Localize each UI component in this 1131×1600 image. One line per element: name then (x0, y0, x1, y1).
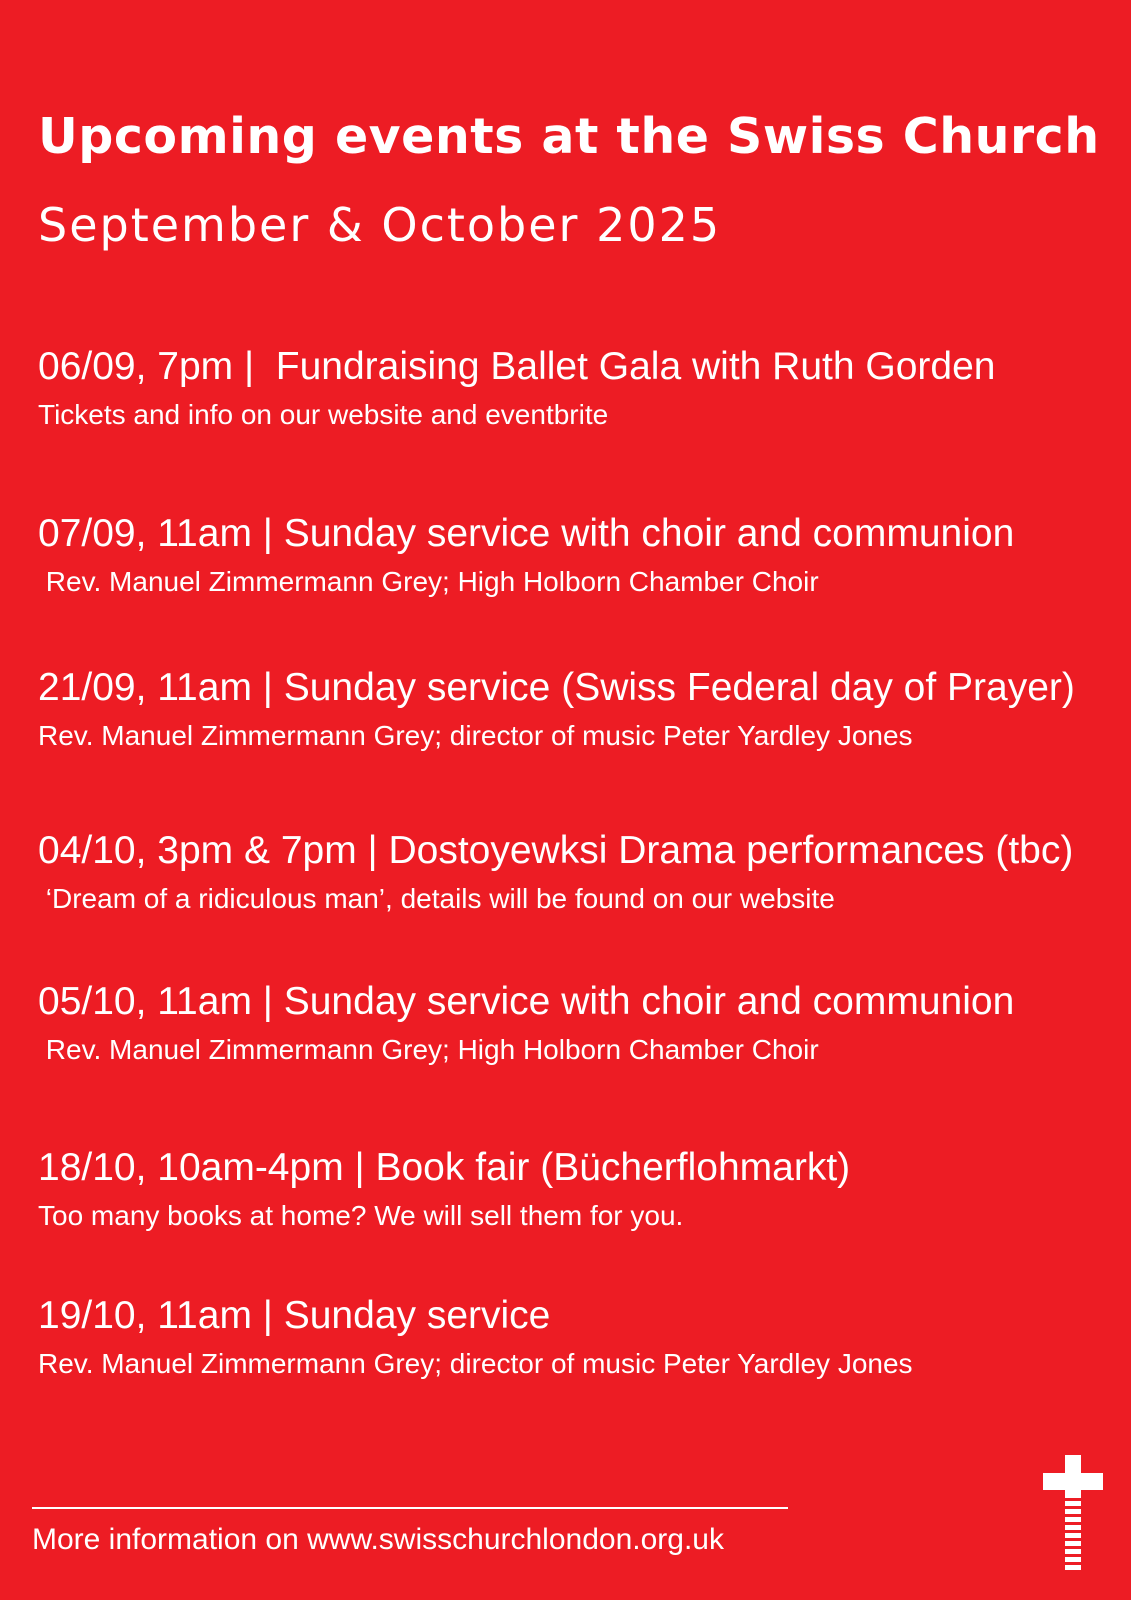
event-detail: Rev. Manuel Zimmermann Grey; director of music Peter Yardley Jones (38, 720, 913, 751)
page-title: Upcoming events at the Swiss Church (38, 108, 1100, 165)
event-item (38, 980, 1014, 1067)
event-item (38, 1146, 850, 1233)
page-subtitle: September & October 2025 (38, 198, 722, 252)
event-detail: Rev. Manuel Zimmermann Grey; High Holborn Chamber Choir (38, 1034, 819, 1065)
event-detail: Rev. Manuel Zimmermann Grey; director of music Peter Yardley Jones (38, 1348, 913, 1379)
footer-info: More information on www.swisschurchlondon.org.uk (32, 1523, 724, 1556)
event-item (38, 1294, 913, 1381)
swiss-church-cross-logo-icon (1043, 1455, 1103, 1573)
event-item (38, 512, 1014, 599)
event-detail: Rev. Manuel Zimmermann Grey; High Holborn Chamber Choir (38, 566, 819, 597)
event-detail: ‘Dream of a ridiculous man’, details will be found on our website (38, 883, 835, 914)
event-title: 18/10, 10am-4pm | Book fair (Bücherflohmarkt) (38, 1146, 851, 1189)
event-item (38, 345, 995, 432)
event-item (38, 666, 1075, 753)
event-title: 19/10, 11am | Sunday service (38, 1294, 551, 1337)
event-title: 04/10, 3pm & 7pm | Dostoyewksi Drama performances (tbc) (38, 829, 1074, 872)
event-title: 06/09, 7pm | Fundraising Ballet Gala with Ruth Gorden (38, 345, 996, 388)
event-detail: Too many books at home? We will sell them for you. (38, 1200, 684, 1231)
event-item (38, 829, 1073, 916)
footer-divider (32, 1507, 788, 1509)
event-title: 07/09, 11am | Sunday service with choir and communion (38, 512, 1015, 555)
event-detail: Tickets and info on our website and eventbrite (38, 399, 609, 430)
event-title: 21/09, 11am | Sunday service (Swiss Federal day of Prayer) (38, 666, 1075, 709)
event-title: 05/10, 11am | Sunday service with choir and communion (38, 980, 1015, 1023)
